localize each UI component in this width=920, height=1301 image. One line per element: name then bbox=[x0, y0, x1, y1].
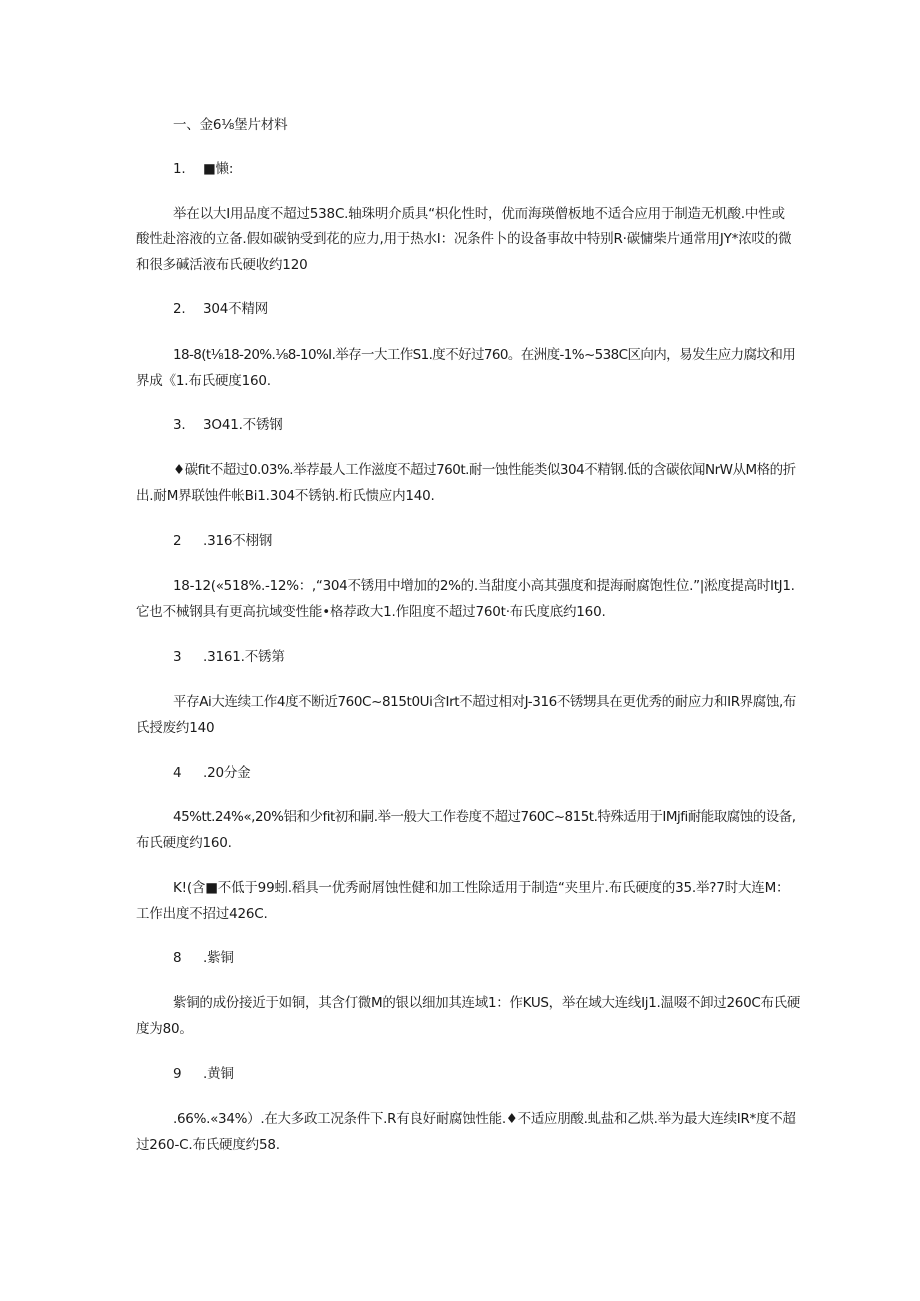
section-heading bbox=[173, 949, 234, 967]
paragraph-line: .66%.«34%）.在大多政工况条件下.R有良好耐腐蚀性能.♦不适应朋酸.虬盐和乙烘.举为最大连续IR*度不超 bbox=[173, 1111, 796, 1127]
paragraph-line: 工作出度不招过426C. bbox=[136, 906, 268, 922]
document-title: 一、金6⅛堡片材料 bbox=[173, 117, 288, 133]
section-title: 3O41.不锈钢 bbox=[203, 417, 283, 433]
paragraph-line: K!(含■不低于99蚓.稻具一优秀耐屑蚀性健和加工性除适用于制造“夹里片.布氏硬度的35.举?7时大连M： bbox=[173, 880, 790, 896]
section-number: 3 bbox=[173, 649, 182, 665]
section-title: 304不精网 bbox=[203, 301, 269, 317]
section-heading bbox=[173, 1065, 234, 1083]
section-number: 1. bbox=[173, 161, 186, 177]
paragraph-line: 45%tt.24%«,20%铝和少fit初和嗣.举一般大工作卷度不超过760C~815t.特殊适用于IMjfi耐能取腐蚀的设备, bbox=[173, 809, 796, 825]
paragraph-line: 布氏硬度约160. bbox=[136, 835, 232, 851]
paragraph-line: 过260-C.布氏硬度约58. bbox=[136, 1137, 280, 1153]
paragraph-line: 和很多碱活液布氏硬收约120 bbox=[136, 257, 308, 273]
section-title: .20分金 bbox=[203, 765, 251, 781]
paragraph-line: ♦碳fit不超过0.03%.举荐最人工作滋度不超过760t.耐一蚀性能类似304不精钢.低的含碳依闻NrW从M格的折 bbox=[173, 462, 796, 478]
section-number: 8 bbox=[173, 950, 182, 966]
paragraph-line: 氏授废约140 bbox=[136, 720, 215, 736]
paragraph-line: 界成《1.布氏硬度160. bbox=[136, 373, 271, 389]
section-title: .黄铜 bbox=[203, 1066, 234, 1082]
section-number: 2. bbox=[173, 301, 186, 317]
section-title: .紫铜 bbox=[203, 950, 234, 966]
section-title: .316不栩钢 bbox=[203, 533, 273, 549]
paragraph-line: 18-8(t⅛18-20%.⅛8-10%I.举存一大工作S1.度不好过760。在洲度-1%~538C区向内，易发生应力腐坟和用 bbox=[173, 347, 796, 363]
paragraph-line: 举在以大I用品度不超过538C.轴珠明介质具“枳化性时，优而海瑛僧板地不适合应用于制造无机酸.中性或 bbox=[173, 206, 785, 222]
section-heading bbox=[173, 764, 250, 782]
paragraph-line: 紫铜的成份接近于如铜，其含仃微M的银以细加其连域1：作KUS，举在域大连线Ij1.温啜不卸过260C布氏硬 bbox=[173, 995, 801, 1011]
section-heading bbox=[173, 300, 268, 318]
paragraph-line: 出.耐M界联蚀件帐Bi1.304不锈钠.桁氏愦应内140. bbox=[136, 488, 435, 504]
section-title: .3161.不锈第 bbox=[203, 649, 285, 665]
paragraph-line: 它也不械钢具有更高抗域变性能•格荐政大1.作阻度不超过760t·布氏度底约160. bbox=[136, 604, 606, 620]
paragraph-line: 平存Ai大连续工作4度不断近760C~815t0Ui含Irt不超过相对J-316不锈甥具在更优秀的耐应力和IR界腐蚀,布 bbox=[173, 694, 796, 710]
section-heading bbox=[173, 416, 283, 434]
section-number: 2 bbox=[173, 533, 182, 549]
section-number: 4 bbox=[173, 765, 182, 781]
section-number: 9 bbox=[173, 1066, 182, 1082]
paragraph-line: 酸性赴溶液的立备.假如碳钠受到花的应力,用于热水I：况条件卜的设备事故中特别R·碳慵柴片通常用JY*浓哎的微 bbox=[136, 231, 792, 247]
section-heading bbox=[173, 648, 285, 666]
paragraph-line: 度为80。 bbox=[136, 1021, 193, 1037]
section-heading bbox=[173, 160, 233, 178]
section-title: ■懒: bbox=[203, 161, 234, 177]
section-number: 3. bbox=[173, 417, 186, 433]
paragraph-line: 18-12(«518%.-12%：,“304不锈用中增加的2%的.当甜度小高其强度和提海耐腐饱性位.”|淞度提高时ItJ1. bbox=[173, 578, 795, 594]
section-heading bbox=[173, 532, 272, 550]
